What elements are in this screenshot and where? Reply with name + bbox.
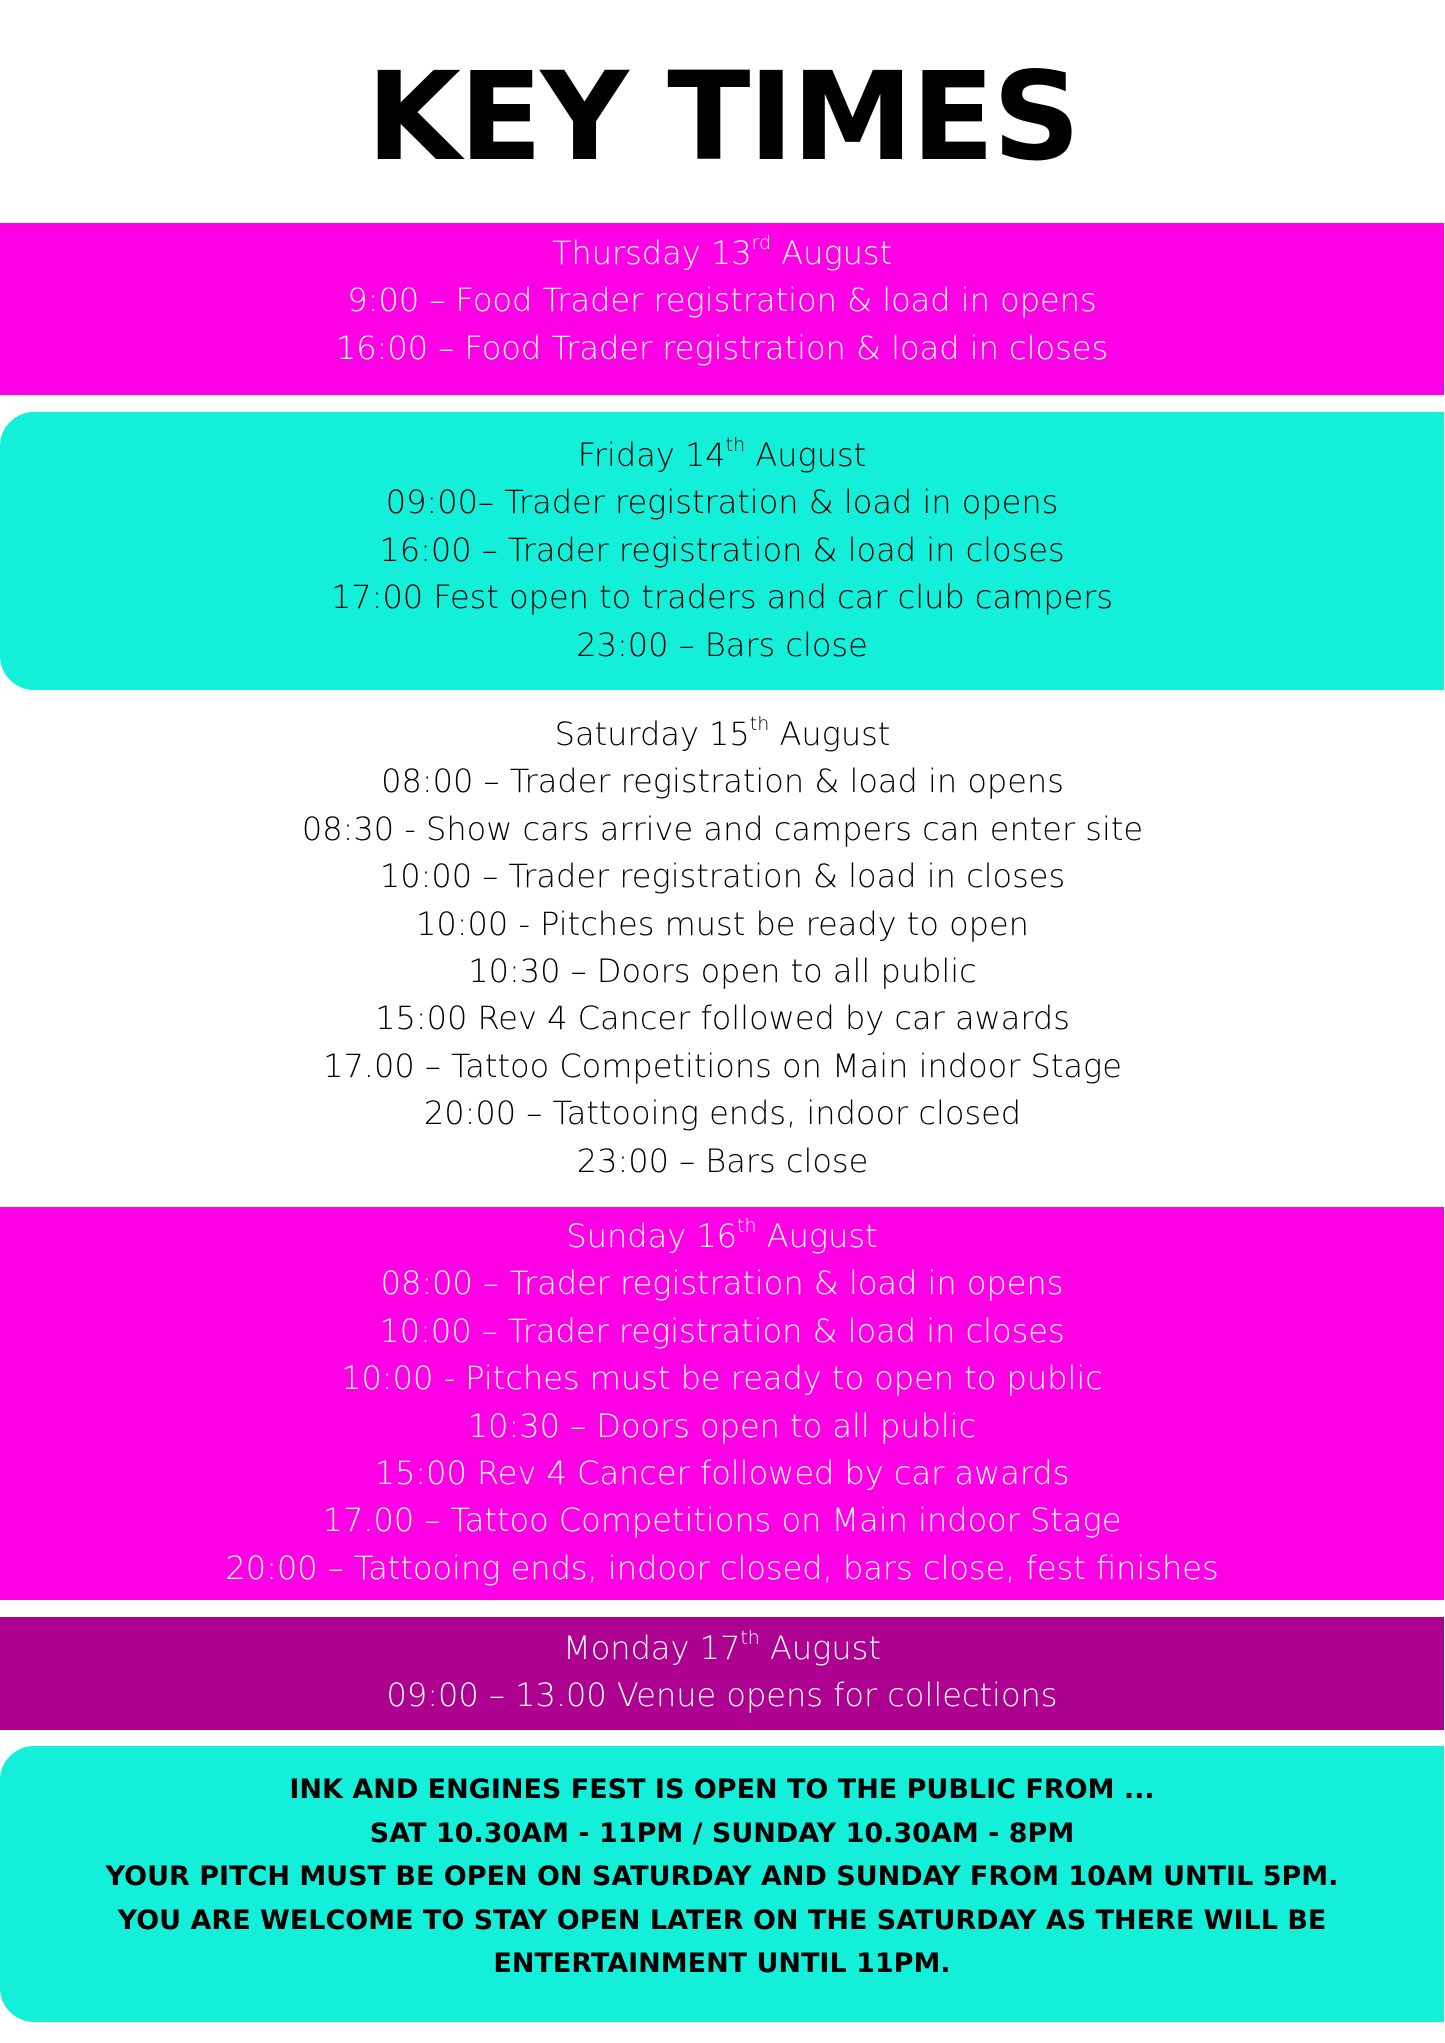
schedule-item: 10:00 - Pitches must be ready to open to public [341, 1359, 1103, 1398]
day-heading-monday: Monday 17th August [563, 1627, 881, 1667]
public-opening-notice [0, 1746, 1444, 2022]
schedule-item: 08:00 – Trader registration & load in opens [381, 762, 1064, 801]
schedule-item: 10:30 – Doors open to all public [467, 1406, 977, 1445]
page-title: KEY TIMES [366, 46, 1079, 188]
schedule-item: 20:00 – Tattooing ends, indoor closed [423, 1094, 1022, 1133]
schedule-thursday [0, 223, 1444, 395]
schedule-sunday [0, 1207, 1444, 1600]
day-heading-saturday: Saturday 15th August [554, 713, 891, 753]
day-heading-friday: Friday 14th August [577, 434, 867, 474]
notice-line: YOU ARE WELCOME TO STAY OPEN LATER ON THE SATURDAY AS THERE WILL BE [117, 1904, 1327, 1936]
schedule-item: 15:00 Rev 4 Cancer followed by car awards [375, 999, 1070, 1038]
schedule-item: 16:00 – Food Trader registration & load in closes [335, 328, 1109, 367]
notice-line: INK AND ENGINES FEST IS OPEN TO THE PUBLIC FROM ... [289, 1774, 1155, 1805]
schedule-item: 09:00– Trader registration & load in opens [385, 483, 1059, 522]
schedule-friday [0, 412, 1444, 690]
schedule-item: 10:00 – Trader registration & load in closes [379, 1311, 1065, 1350]
schedule-item: 17.00 – Tattoo Competitions on Main indoor Stage [322, 1501, 1122, 1540]
schedule-item: 08:30 - Show cars arrive and campers can enter site [301, 809, 1144, 848]
schedule-item: 09:00 – 13.00 Venue opens for collections [386, 1676, 1058, 1715]
notice-line: ENTERTAINMENT UNTIL 11PM. [493, 1948, 951, 1979]
schedule-item: 23:00 – Bars close [576, 1141, 869, 1178]
notice-line: SAT 10.30AM - 11PM / SUNDAY 10.30AM - 8PM [369, 1817, 1075, 1849]
schedule-item: 08:00 – Trader registration & load in opens [380, 1264, 1064, 1303]
schedule-monday [0, 1617, 1444, 1730]
day-heading-sunday: Sunday 16th August [566, 1215, 878, 1255]
notice-line: YOUR PITCH MUST BE OPEN ON SATURDAY AND SUNDAY FROM 10AM UNTIL 5PM. [105, 1861, 1339, 1892]
schedule-item: 20:00 – Tattooing ends, indoor closed, bars close, fest finishes [225, 1548, 1219, 1587]
schedule-saturday [0, 708, 1445, 1178]
day-heading-thursday: Thursday 13rd August [551, 232, 893, 272]
schedule-item: 10:00 - Pitches must be ready to open [416, 904, 1029, 943]
schedule-item: 15:00 Rev 4 Cancer followed by car awards [374, 1454, 1070, 1493]
schedule-item: 17.00 – Tattoo Competitions on Main indoor Stage [323, 1046, 1122, 1085]
schedule-item: 17:00 Fest open to traders and car club campers [330, 578, 1114, 617]
schedule-item: 9:00 – Food Trader registration & load in opens [347, 281, 1097, 320]
schedule-item: 23:00 – Bars close [576, 625, 868, 664]
schedule-item: 16:00 – Trader registration & load in closes [379, 530, 1065, 569]
schedule-item: 10:30 – Doors open to all public [468, 952, 977, 991]
schedule-item: 10:00 – Trader registration & load in closes [379, 857, 1066, 896]
